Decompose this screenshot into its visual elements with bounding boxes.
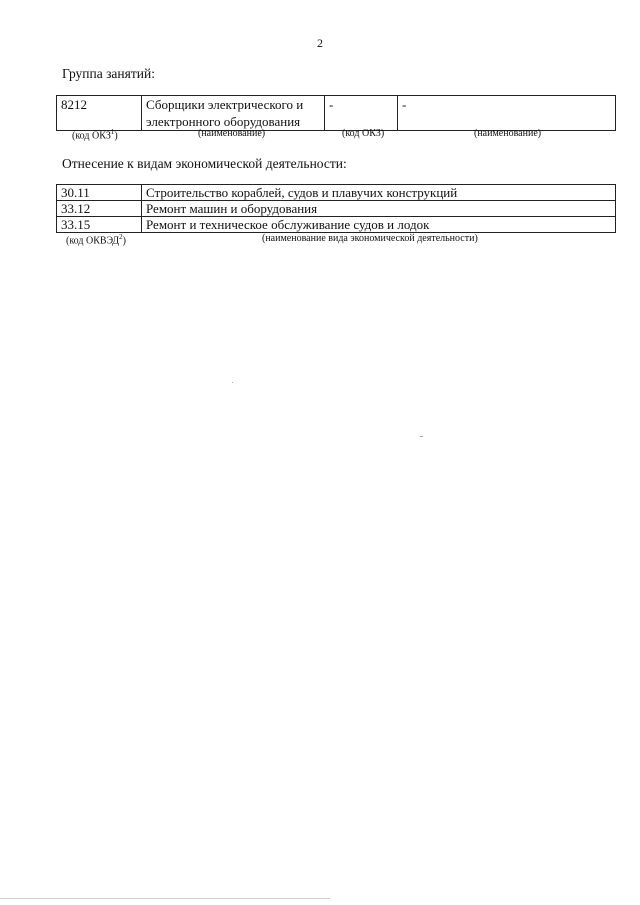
page-number: 2 bbox=[317, 36, 323, 50]
table-row bbox=[57, 201, 616, 217]
okz-code-cell: 8212 bbox=[57, 96, 142, 131]
footnote-1-marker: 1 bbox=[110, 128, 115, 136]
okz-name-cell: Сборщики электрического и электронного оборудования bbox=[142, 96, 325, 131]
okz-name-caption: (наименование) bbox=[198, 128, 266, 139]
economic-activity-heading: Отнесение к видам экономической деятельности: bbox=[62, 156, 347, 171]
okved-code-caption: (код ОКВЭД$^2$) bbox=[66, 233, 126, 247]
scan-speck bbox=[420, 436, 423, 437]
okz-table bbox=[56, 95, 616, 131]
occupation-group-heading: Группа занятий: bbox=[62, 66, 155, 81]
okz-table-row bbox=[57, 96, 616, 131]
okved-name-cell: Строительство кораблей, судов и плавучих конструкций bbox=[142, 185, 616, 201]
okved-name-cell: Ремонт и техническое обслуживание судов и лодок bbox=[142, 217, 616, 233]
okved-code-cell: 30.11 bbox=[57, 185, 142, 201]
scan-speck bbox=[232, 382, 233, 383]
okved-name-cell: Ремонт машин и оборудования bbox=[142, 201, 616, 217]
table-row bbox=[57, 185, 616, 201]
okz-code-2-caption: (код ОКЗ) bbox=[342, 128, 385, 139]
table-row bbox=[57, 217, 616, 233]
okved-name-caption: (наименование вида экономической деятельности) bbox=[262, 233, 478, 244]
okz-code-2-cell: - bbox=[325, 96, 398, 131]
scan-edge-line bbox=[0, 898, 330, 899]
okz-code-caption: (код ОКЗ$^1$) bbox=[72, 128, 118, 142]
okved-code-cell: 33.12 bbox=[57, 201, 142, 217]
okved-code-cell: 33.15 bbox=[57, 217, 142, 233]
okved-table bbox=[56, 184, 616, 233]
footnote-2-marker: 2 bbox=[119, 233, 123, 241]
okz-name-2-cell: - bbox=[398, 96, 616, 131]
okz-name-2-caption: (наименование) bbox=[474, 128, 542, 139]
